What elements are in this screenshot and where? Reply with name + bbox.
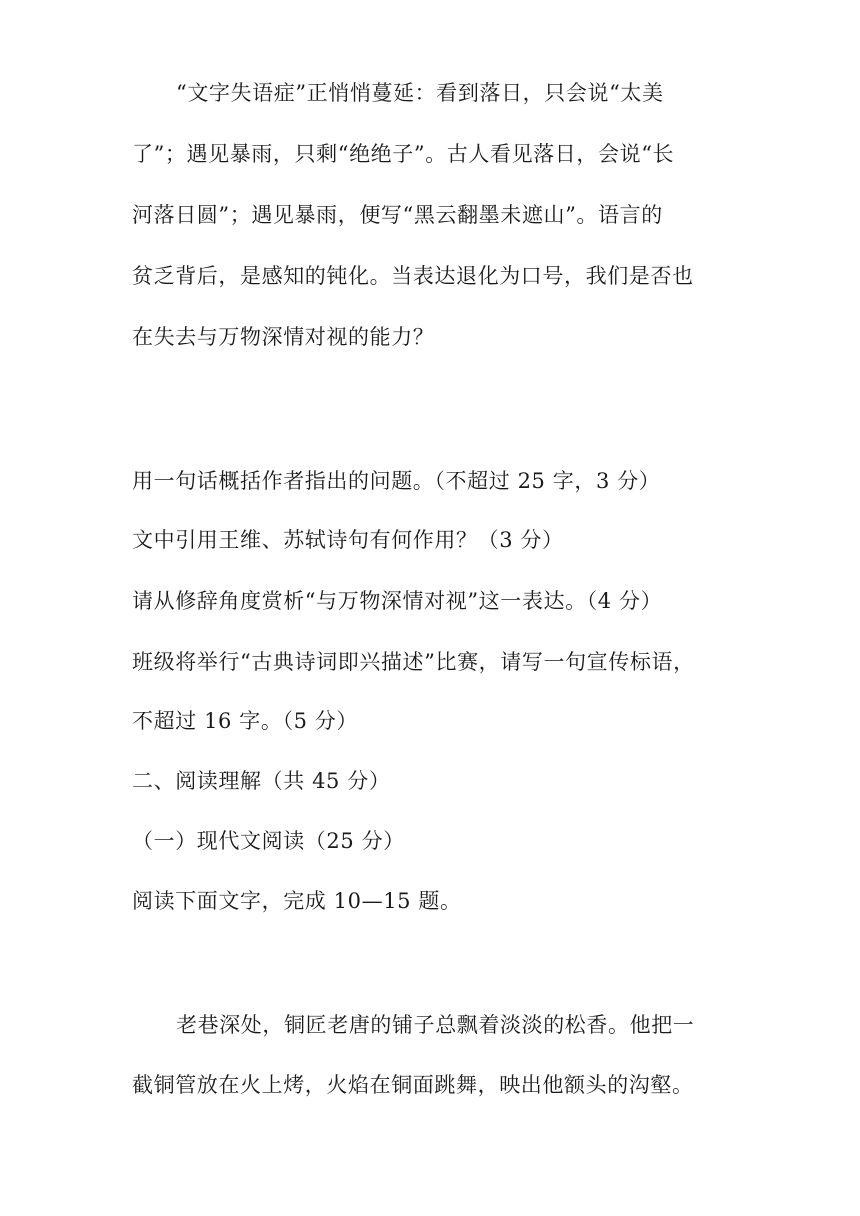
section-heading: 二、阅读理解（共 45 分） xyxy=(132,769,391,793)
passage1-line: 河落日圆”；遇见暴雨，便写“黑云翻墨未遮山”。语言的 xyxy=(132,203,663,227)
passage2-line: 老巷深处，铜匠老唐的铺子总飘着淡淡的松香。他把一 xyxy=(176,1013,695,1037)
question-3: 请从修辞角度赏析“与万物深情对视”这一表达。（4 分） xyxy=(132,589,663,613)
passage2-line: 截铜管放在火上烤，火焰在铜面跳舞，映出他额头的沟壑。 xyxy=(132,1073,694,1097)
subsection-heading: （一）现代文阅读（25 分） xyxy=(132,829,405,853)
question-4-continued: 不超过 16 字。（5 分） xyxy=(132,709,359,733)
reading-instruction: 阅读下面文字，完成 10—15 题。 xyxy=(132,889,462,913)
question-1: 用一句话概括作者指出的问题。（不超过 25 字，3 分） xyxy=(132,469,661,493)
question-2: 文中引用王维、苏轼诗句有何作用？（3 分） xyxy=(132,528,564,552)
passage1-line: 在失去与万物深情对视的能力？ xyxy=(132,325,435,349)
question-4: 班级将举行“古典诗词即兴描述”比赛，请写一句宣传标语， xyxy=(132,650,695,674)
passage1-line: “文字失语症”正悄悄蔓延：看到落日，只会说“太美 xyxy=(176,81,664,105)
passage1-line: 贫乏背后，是感知的钝化。当表达退化为口号，我们是否也 xyxy=(132,264,694,288)
passage1-line: 了”；遇见暴雨，只剩“绝绝子”。古人看见落日，会说“长 xyxy=(132,142,675,166)
